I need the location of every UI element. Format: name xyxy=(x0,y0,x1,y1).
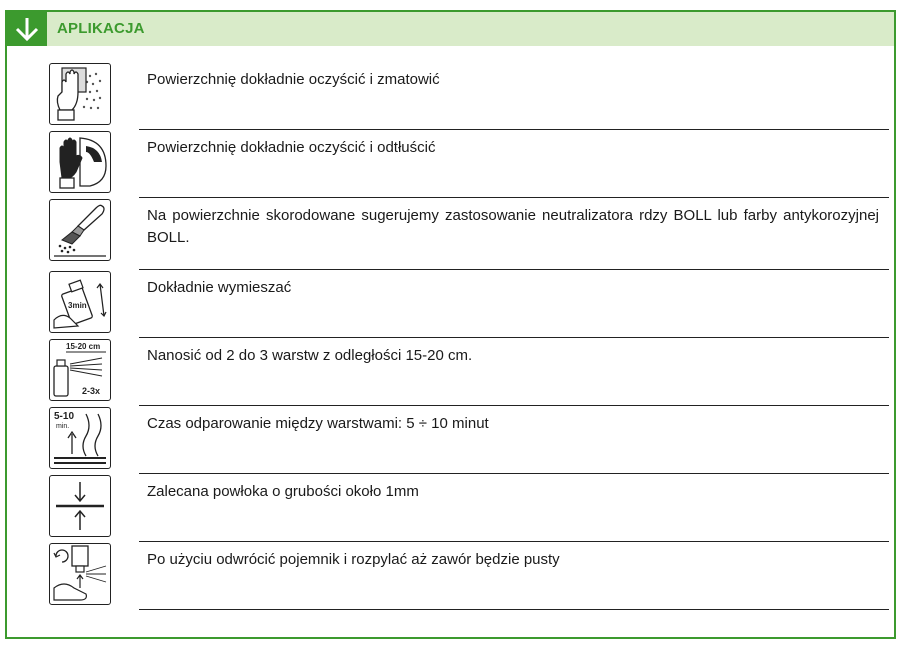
step-text: Powierzchnię dokładnie oczyścić i odtłuścić xyxy=(147,139,436,156)
step-text: Nanosić od 2 do 3 warstw z odległości 15-20 cm. xyxy=(147,347,473,364)
step-text: Dokładnie wymieszać xyxy=(147,279,292,296)
step-row xyxy=(7,271,894,339)
coating-thickness-icon xyxy=(49,475,111,537)
divider xyxy=(139,541,889,542)
invert-can-spray-icon xyxy=(49,543,111,605)
step-row xyxy=(7,63,894,131)
step-row xyxy=(7,131,894,199)
step-text: Zalecana powłoka o grubości około 1mm xyxy=(147,483,419,500)
step-row xyxy=(7,475,894,543)
step-text: Czas odparowanie między warstwami: 5 ÷ 10 minut xyxy=(147,415,489,432)
section-header xyxy=(7,12,894,46)
step-text: Na powierzchnie skorodowane sugerujemy zastosowanie neutralizatora rdzy BOLL lub farby antykorozyjnej BOLL. xyxy=(147,207,879,246)
hand-cleaning-icon xyxy=(49,131,111,193)
divider xyxy=(139,269,889,270)
step-row xyxy=(7,407,894,475)
divider xyxy=(139,129,889,130)
flash-off-icon xyxy=(49,407,111,469)
step-text: Po użyciu odwrócić pojemnik i rozpylać aż zawór będzie pusty xyxy=(147,551,560,568)
hand-sanding-icon xyxy=(49,63,111,125)
step-text: Powierzchnię dokładnie oczyścić i zmatowić xyxy=(147,71,440,88)
application-section xyxy=(5,10,896,639)
divider xyxy=(139,197,889,198)
arrow-down-icon xyxy=(7,12,47,46)
brush-icon xyxy=(49,199,111,261)
spray-distance-icon xyxy=(49,339,111,401)
step-row xyxy=(7,543,894,611)
divider xyxy=(139,337,889,338)
section-title: APLIKACJA xyxy=(57,20,145,37)
divider xyxy=(139,405,889,406)
divider xyxy=(139,609,889,610)
spray-distance-label: 15-20 cm xyxy=(66,342,101,351)
shake-can-icon xyxy=(49,271,111,333)
flash-off-time-label: 5-10 xyxy=(54,411,75,422)
divider xyxy=(139,473,889,474)
flash-off-unit-label: min. xyxy=(56,423,70,430)
step-row xyxy=(7,339,894,407)
step-row xyxy=(7,199,894,267)
shake-time-label: 3min xyxy=(68,301,87,310)
spray-layers-label: 2-3x xyxy=(82,386,101,396)
